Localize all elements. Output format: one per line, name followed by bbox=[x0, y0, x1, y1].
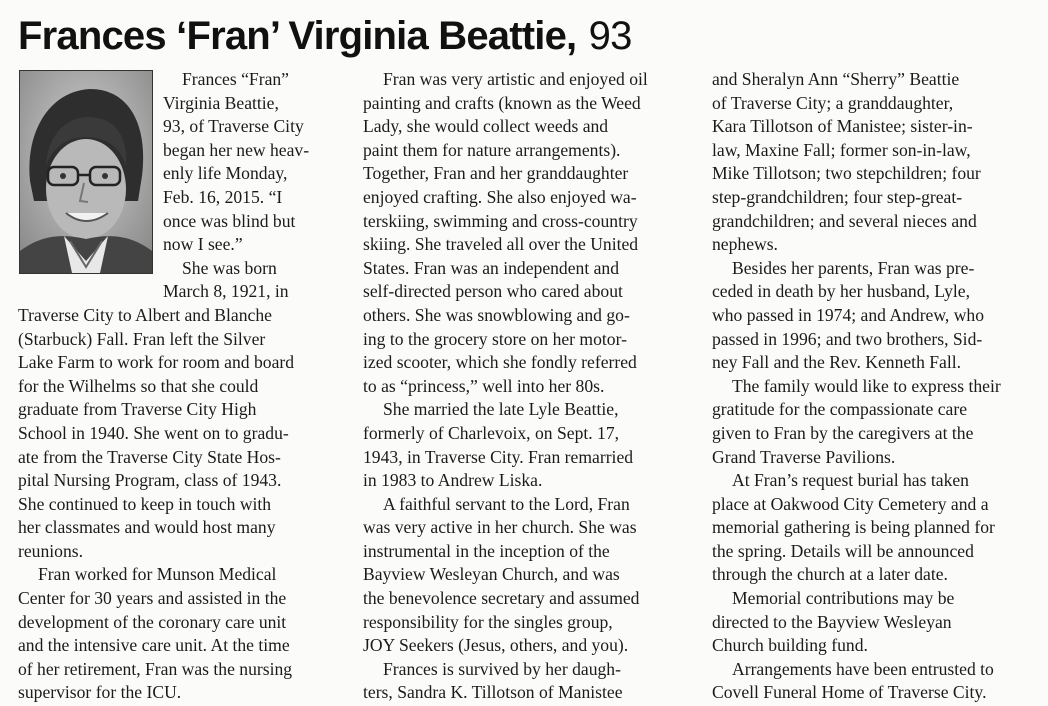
text-line: memorial gathering is being planned for bbox=[712, 517, 995, 538]
text-line: for the Wilhelms so that she could bbox=[18, 375, 259, 396]
text-line: Feb. 16, 2015. “I bbox=[163, 186, 283, 207]
text-line: the spring. Details will be announced bbox=[712, 540, 974, 561]
text-line: formerly of Charlevoix, on Sept. 17, bbox=[363, 422, 620, 443]
text-line: and the intensive care unit. At the time bbox=[18, 635, 290, 656]
text-line: enjoyed crafting. She also enjoyed wa- bbox=[363, 186, 637, 207]
text-line: Virginia Beattie, bbox=[163, 92, 279, 113]
text-line: ized scooter, which she fondly referred bbox=[363, 352, 637, 373]
text-line: ing to the grocery store on her motor- bbox=[363, 328, 627, 349]
text-line: 93, of Traverse City bbox=[163, 116, 304, 137]
text-line: reunions. bbox=[18, 540, 83, 561]
headline-age: 93 bbox=[588, 14, 632, 58]
text-line: Church building fund. bbox=[712, 635, 868, 656]
text-line: Mike Tillotson; two stepchildren; four bbox=[712, 163, 981, 184]
text-line: who passed in 1974; and Andrew, who bbox=[712, 304, 985, 325]
text-line: She was born bbox=[182, 257, 277, 278]
text-line: painting and crafts (known as the Weed bbox=[363, 92, 641, 113]
text-line: the benevolence secretary and assumed bbox=[363, 588, 640, 609]
headline-name: Frances ‘Fran’ Virginia Beattie, bbox=[18, 14, 577, 58]
text-line: 1943, in Traverse City. Fran remarried bbox=[363, 446, 634, 467]
text-line: Covell Funeral Home of Traverse City. bbox=[712, 682, 987, 703]
text-line: Memorial contributions may be bbox=[732, 588, 955, 609]
text-line: of Traverse City; a granddaughter, bbox=[712, 92, 954, 113]
text-line: of her retirement, Fran was the nursing bbox=[18, 658, 293, 679]
text-line: development of the coronary care unit bbox=[18, 611, 287, 632]
text-line: in 1983 to Andrew Liska. bbox=[363, 470, 543, 491]
text-line: pital Nursing Program, class of 1943. bbox=[18, 470, 282, 491]
text-line: Lady, she would collect weeds and bbox=[363, 116, 609, 137]
text-line: grandchildren; and several nieces and bbox=[712, 210, 977, 231]
text-line: once was blind but bbox=[163, 210, 296, 231]
text-line: Together, Fran and her granddaughter bbox=[363, 163, 629, 184]
text-line: March 8, 1921, in bbox=[163, 281, 289, 302]
text-line: place at Oakwood City Cemetery and a bbox=[712, 493, 989, 514]
text-line: given to Fran by the caregivers at the bbox=[712, 422, 974, 443]
text-line: began her new heav- bbox=[163, 139, 310, 160]
text-line: The family would like to express their bbox=[732, 375, 1001, 396]
text-line: Grand Traverse Pavilions. bbox=[712, 446, 896, 467]
text-line: At Fran’s request burial has taken bbox=[732, 470, 969, 491]
text-line: terskiing, swimming and cross-country bbox=[363, 210, 638, 231]
text-line: through the church at a later date. bbox=[712, 564, 948, 585]
obituary-headline bbox=[18, 10, 632, 62]
text-line: was very active in her church. She was bbox=[363, 517, 637, 538]
text-line: A faithful servant to the Lord, Fran bbox=[383, 493, 630, 514]
text-line: Bayview Wesleyan Church, and was bbox=[363, 564, 620, 585]
text-line: directed to the Bayview Wesleyan bbox=[712, 611, 952, 632]
text-line: Besides her parents, Fran was pre- bbox=[732, 257, 975, 278]
text-line: gratitude for the compassionate care bbox=[712, 399, 967, 420]
text-line: step-grandchildren; four step-great- bbox=[712, 186, 963, 207]
text-line: now I see.” bbox=[163, 234, 243, 255]
text-line: She married the late Lyle Beattie, bbox=[383, 399, 619, 420]
text-line: Lake Farm to work for room and board bbox=[18, 352, 295, 373]
text-line: ate from the Traverse City State Hos- bbox=[18, 446, 281, 467]
text-line: responsibility for the singles group, bbox=[363, 611, 613, 632]
text-line: graduate from Traverse City High bbox=[18, 399, 257, 420]
text-line: supervisor for the ICU. bbox=[18, 682, 182, 703]
text-line: Fran worked for Munson Medical bbox=[38, 564, 277, 585]
text-line: nephews. bbox=[712, 234, 778, 255]
text-line: law, Maxine Fall; former son-in-law, bbox=[712, 139, 971, 160]
text-line: her classmates and would host many bbox=[18, 517, 276, 538]
text-line: (Starbuck) Fall. Fran left the Silver bbox=[18, 328, 266, 349]
column-2 bbox=[363, 68, 689, 705]
column-3 bbox=[712, 68, 1038, 705]
text-line: ceded in death by her husband, Lyle, bbox=[712, 281, 970, 302]
text-line: instrumental in the inception of the bbox=[363, 540, 610, 561]
text-line: JOY Seekers (Jesus, others, and you). bbox=[363, 635, 629, 656]
text-line: to as “princess,” well into her 80s. bbox=[363, 375, 605, 396]
text-line: enly life Monday, bbox=[163, 163, 288, 184]
text-line: She continued to keep in touch with bbox=[18, 493, 272, 514]
text-line: Frances “Fran” bbox=[182, 69, 289, 89]
text-line: Traverse City to Albert and Blanche bbox=[18, 304, 272, 325]
text-line: and Sheralyn Ann “Sherry” Beattie bbox=[712, 69, 960, 89]
text-line: others. She was snowblowing and go- bbox=[363, 304, 630, 325]
text-line: School in 1940. She went on to gradu- bbox=[18, 422, 289, 443]
text-line: Kara Tillotson of Manistee; sister-in- bbox=[712, 116, 973, 137]
text-line: passed in 1996; and two brothers, Sid- bbox=[712, 328, 983, 349]
text-line: skiing. She traveled all over the United bbox=[363, 234, 639, 255]
text-line: ney Fall and the Rev. Kenneth Fall. bbox=[712, 352, 962, 373]
text-line: ters, Sandra K. Tillotson of Manistee bbox=[363, 682, 623, 703]
text-line: self-directed person who cared about bbox=[363, 281, 623, 302]
text-line: paint them for nature arrangements). bbox=[363, 139, 621, 160]
text-line: Center for 30 years and assisted in the bbox=[18, 588, 287, 609]
column-1 bbox=[18, 68, 330, 705]
text-line: Frances is survived by her daugh- bbox=[383, 658, 621, 679]
text-line: Fran was very artistic and enjoyed oil bbox=[383, 69, 648, 89]
text-line: States. Fran was an independent and bbox=[363, 257, 620, 278]
text-line: Arrangements have been entrusted to bbox=[732, 658, 994, 679]
